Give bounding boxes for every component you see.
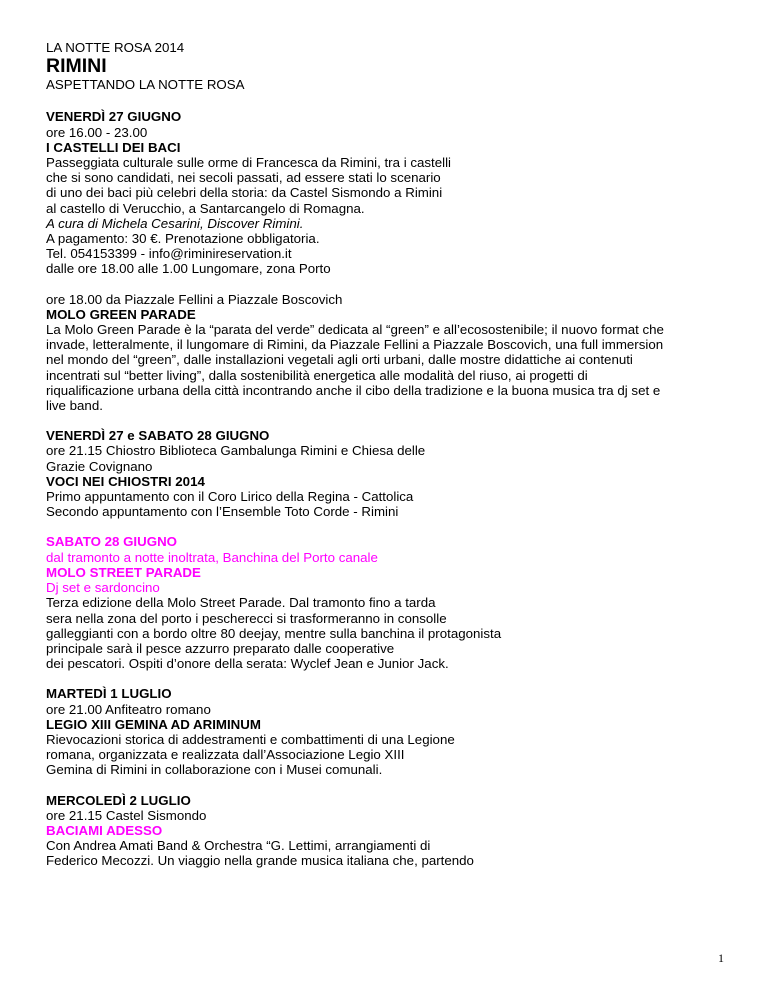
event-subtitle: Dj set e sardoncino [46, 580, 160, 596]
event-description-line: di uno dei baci più celebri della storia: da Castel Sismondo a Rimini [46, 185, 443, 201]
intro-section [46, 77, 726, 92]
event-description-line: Passeggiata culturale sulle orme di Francesca da Rimini, tra i castelli [46, 155, 451, 171]
event-description-line: nel mondo del “green”, dalle installazioni vegetali agli orti urbani, dalle mostre didattiche ai contenuti [46, 352, 633, 368]
event-description-line: Terza edizione della Molo Street Parade. Dal tramonto fino a tarda [46, 595, 436, 611]
event-date: SABATO 28 GIUGNO [46, 534, 178, 550]
event-description-line: che si sono candidati, nei secoli passati, ad essere stati lo scenario [46, 170, 441, 186]
event-description-line: invade, letteralmente, il lungomare di Rimini, da Piazzale Fellini a Piazzale Boscovich, una full immersion [46, 337, 664, 353]
event-description-line: riqualificazione urbana della città incontrando anche il cibo della tradizione e la buona musica tra dj set e [46, 382, 661, 398]
event-description-line: dei pescatori. Ospiti d’onore della serata: Wyclef Jean e Junior Jack. [46, 656, 449, 672]
event-date: VENERDÌ 27 GIUGNO [46, 109, 182, 125]
event-castelli-dei-baci [46, 109, 726, 276]
event-description-line: Gemina di Rimini in collaborazione con i Musei comunali. [46, 762, 383, 778]
event-time: ore 18.00 da Piazzale Fellini a Piazzale Boscovich [46, 291, 343, 307]
event-baciami-adesso [46, 793, 726, 869]
event-description-line: La Molo Green Parade è la “parata del verde” dedicata al “green” e all’ecosostenibile; il nuovo format che [46, 322, 664, 338]
event-time: ore 16.00 - 23.00 [46, 124, 148, 140]
event-info-line: dalle ore 18.00 alle 1.00 Lungomare, zona Porto [46, 261, 331, 277]
event-title: BACIAMI ADESSO [46, 822, 163, 838]
event-time: Grazie Covignano [46, 458, 153, 474]
page-number: 1 [718, 951, 724, 965]
event-time: ore 21.15 Chiostro Biblioteca Gambalunga Rimini e Chiesa delle [46, 443, 426, 459]
event-description-line: Primo appuntamento con il Coro Lirico della Regina - Cattolica [46, 489, 414, 505]
event-description-line: principale sarà il pesce azzurro preparato dalle cooperative [46, 640, 395, 656]
event-description-line: live band. [46, 398, 103, 414]
document-header: LA NOTTE ROSA 2014 [46, 40, 185, 55]
event-date: MARTEDÌ 1 LUGLIO [46, 686, 172, 702]
event-date: MERCOLEDÌ 2 LUGLIO [46, 792, 191, 808]
event-time: ore 21.15 Castel Sismondo [46, 807, 207, 823]
intro-text: ASPETTANDO LA NOTTE ROSA [46, 77, 245, 93]
event-date: VENERDÌ 27 e SABATO 28 GIUGNO [46, 428, 270, 444]
event-credit: A cura di Michela Cesarini, Discover Rimini. [46, 215, 304, 231]
event-time: ore 21.00 Anfiteatro romano [46, 701, 211, 717]
event-description-line: romana, organizzata e realizzata dall’Associazione Legio XIII [46, 747, 405, 763]
event-time: dal tramonto a notte inoltrata, Banchina del Porto canale [46, 549, 378, 565]
event-molo-street-parade [46, 534, 726, 671]
event-description-line: Con Andrea Amati Band & Orchestra “G. Lettimi, arrangiamenti di [46, 838, 431, 854]
document-body [46, 40, 726, 884]
event-description-line: Rievocazioni storica di addestramenti e combattimenti di una Legione [46, 731, 455, 747]
event-title: MOLO STREET PARADE [46, 564, 201, 580]
event-description-line: incentrati sul “better living”, dalla sostenibilità energetica alle modalità del riuso, ai progetti di [46, 367, 588, 383]
event-description-line: galleggianti con a bordo oltre 80 deejay, mentre sulla banchina il protagonista [46, 625, 502, 641]
event-title: I CASTELLI DEI BACI [46, 139, 181, 155]
event-description-line: al castello di Verucchio, a Santarcangelo di Romagna. [46, 200, 365, 216]
city-heading: RIMINI [46, 55, 107, 78]
event-title: MOLO GREEN PARADE [46, 306, 196, 322]
event-legio-xiii [46, 686, 726, 777]
event-description-line: Secondo appuntamento con l’Ensemble Toto Corde - Rimini [46, 504, 399, 520]
event-info-line: A pagamento: 30 €. Prenotazione obbligatoria. [46, 231, 320, 247]
event-title: VOCI NEI CHIOSTRI 2014 [46, 473, 205, 489]
event-info-line: Tel. 054153399 - info@riminireservation.it [46, 246, 292, 262]
event-title: LEGIO XIII GEMINA AD ARIMINUM [46, 716, 261, 732]
event-voci-nei-chiostri [46, 428, 726, 519]
event-description-line: Federico Mecozzi. Un viaggio nella grande musica italiana che, partendo [46, 853, 474, 869]
event-description-line: sera nella zona del porto i pescherecci si trasformeranno in consolle [46, 610, 447, 626]
event-molo-green-parade [46, 292, 726, 414]
